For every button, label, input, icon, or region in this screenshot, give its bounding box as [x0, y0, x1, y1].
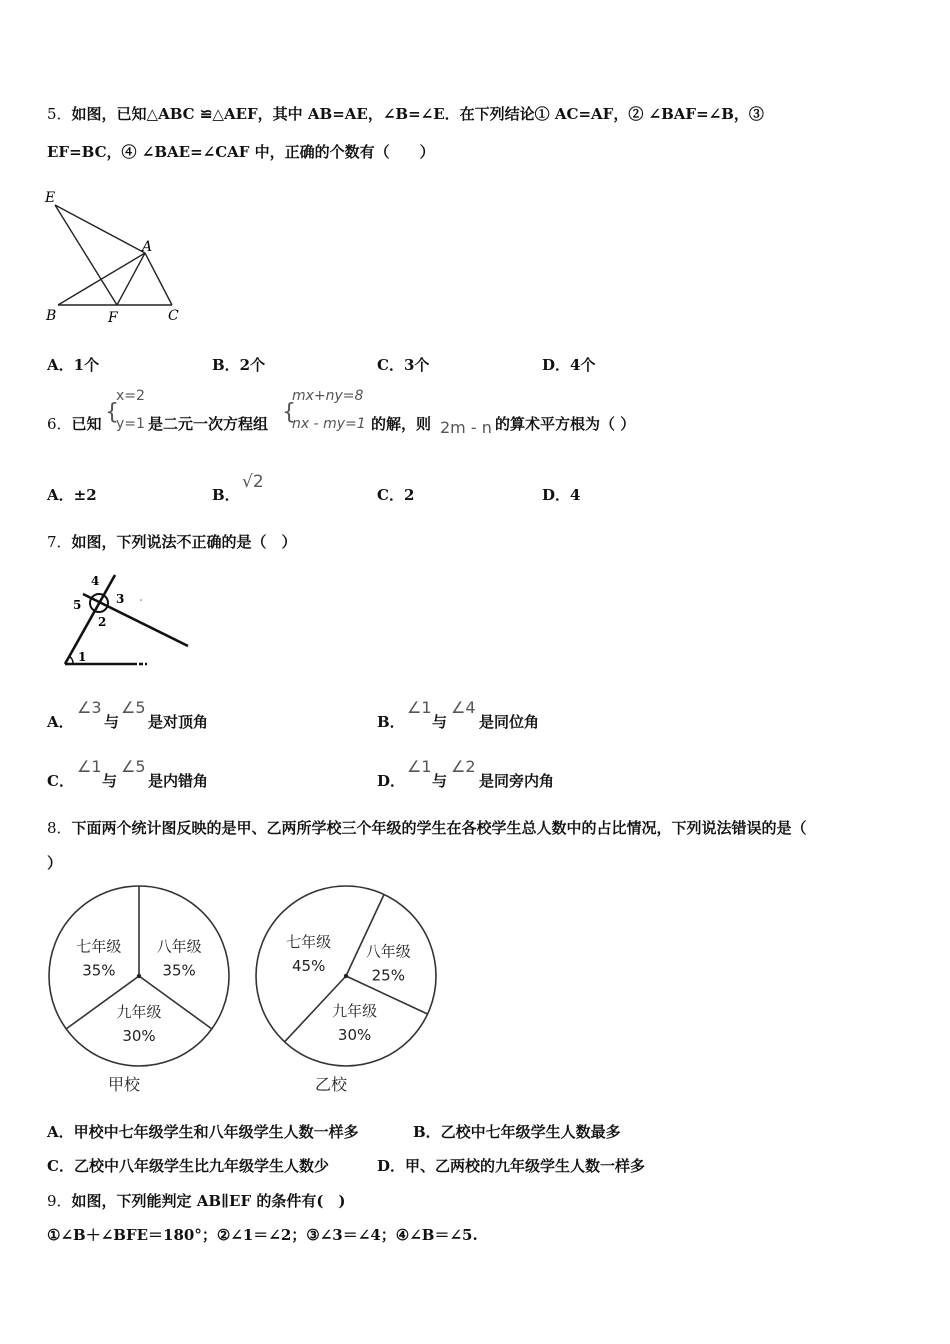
q9-text: 如图，下列能判定 AB∥EF 的条件有( ) — [71, 1192, 346, 1210]
q8-text-line1: 下面两个统计图反映的是甲、乙两所学校三个年级的学生在各校学生总人数中的占比情况，下列说法错误的是（ — [71, 819, 807, 837]
pie-center-jia — [137, 974, 141, 978]
q8-option-a[interactable]: A．甲校中七年级学生和八年级学生人数一样多 — [47, 1123, 359, 1141]
q7-option-d-mid: 与 — [432, 772, 448, 790]
q5-option-d[interactable]: D．4个 — [542, 356, 596, 374]
pie-slice-label-yi: 八年级 — [365, 942, 411, 961]
q6-option-d[interactable]: D．4 — [542, 486, 581, 504]
q6-option-c[interactable]: C．2 — [377, 486, 415, 504]
q7-option-d-tail: 是同旁内角 — [479, 772, 555, 790]
q7-option-b-angle2: ∠4 — [451, 698, 476, 717]
q6-option-b[interactable] — [212, 484, 240, 505]
q5-text-line1: 如图，已知△ABC ≌△AEF，其中 AB=AE，∠B=∠E．在下列结论① AC=AF，② ∠BAF=∠B，③ — [71, 105, 764, 123]
q5-label-E: E — [45, 190, 56, 206]
q7-option-c-mid: 与 — [102, 772, 118, 790]
q7-option-b-angle1: ∠1 — [407, 698, 432, 717]
q6-sys1-top: x=2 — [116, 388, 145, 404]
q6-brace-1: { — [105, 400, 119, 425]
q5-triangle-figure — [40, 185, 200, 330]
q7-option-a-mid: 与 — [104, 713, 120, 731]
q9-number: 9． — [47, 1192, 72, 1210]
q8-line2: ） — [47, 854, 63, 872]
q7-option-a-angle1: ∠3 — [77, 698, 102, 717]
q5-option-b[interactable]: B．2个 — [212, 356, 266, 374]
q5-label-C: C — [168, 308, 179, 324]
q7-label-5: 5 — [73, 598, 82, 612]
pie-slice-label-jia: 八年级 — [156, 937, 202, 956]
q9-conditions: ①∠B＋∠BFE＝180°；②∠1＝∠2；③∠3＝∠4；④∠B＝∠5. — [47, 1226, 478, 1244]
q7-option-b-label: B． — [377, 713, 405, 731]
q7-option-b-mid: 与 — [432, 713, 448, 731]
q7-label-3: 3 — [116, 592, 125, 606]
q6-brace-2: { — [282, 400, 296, 425]
q6-suffix: 的算术平方根为（ ） — [495, 415, 636, 433]
q7-option-c-tail: 是内错角 — [148, 772, 209, 790]
pie-title-yi: 乙校 — [314, 1075, 348, 1094]
q7-label-1: 1 — [78, 650, 87, 664]
q5-option-c[interactable]: C．3个 — [377, 356, 430, 374]
q8-option-b[interactable]: B．乙校中七年级学生人数最多 — [413, 1123, 621, 1141]
pie-slice-value-jia: 30% — [122, 1027, 156, 1045]
q9-line — [47, 1190, 346, 1211]
pie-slice-value-jia: 35% — [82, 961, 116, 980]
q7-text: 如图，下列说法不正确的是（ ） — [71, 533, 297, 551]
q8-line1 — [47, 817, 807, 838]
q7-option-a-angle2: ∠5 — [121, 698, 146, 717]
q5-line1 — [47, 103, 764, 124]
q7-label-4: 4 — [91, 574, 100, 588]
q6-sys2-top: mx+ny=8 — [292, 388, 364, 404]
q6-middle: 是二元一次方程组 — [148, 415, 269, 433]
q7-option-a-tail: 是对顶角 — [148, 713, 209, 731]
q6-prefix: 已知 — [71, 415, 102, 433]
q7-option-d-label: D． — [377, 772, 406, 790]
pie-title-jia: 甲校 — [107, 1075, 141, 1094]
pie-slice-label-jia: 九年级 — [116, 1003, 162, 1021]
q6-sys1-bottom: y=1 — [116, 416, 145, 432]
q8-pie-charts — [40, 884, 450, 1106]
pie-center-yi — [344, 974, 348, 978]
q7-option-c-angle2: ∠5 — [121, 757, 146, 776]
q7-option-a[interactable] — [47, 711, 74, 732]
q6-option-a[interactable]: A．±2 — [47, 486, 97, 504]
pie-slice-label-jia: 七年级 — [76, 937, 122, 956]
q6-line-start — [47, 413, 102, 434]
q6-number: 6． — [47, 415, 72, 433]
q7-label-2: 2 — [98, 615, 107, 629]
q6-expression: 2m - n — [440, 418, 492, 437]
q6-option-b-label: B． — [212, 486, 240, 504]
q7-option-b-tail: 是同位角 — [479, 713, 540, 731]
q8-option-d[interactable]: D．甲、乙两校的九年级学生人数一样多 — [377, 1157, 646, 1175]
q5-line2: EF=BC，④ ∠BAE=∠CAF 中，正确的个数有（ ） — [47, 143, 435, 161]
pie-slice-value-jia: 35% — [162, 961, 196, 980]
q7-lines-figure — [55, 568, 205, 673]
pie-chart-yi — [256, 886, 436, 1094]
q5-label-F: F — [108, 310, 118, 326]
q6-sys2-bottom: nx - my=1 — [292, 416, 366, 432]
q8-number: 8． — [47, 819, 72, 837]
q7-option-c-angle1: ∠1 — [77, 757, 102, 776]
pie-divider-yi — [346, 894, 384, 976]
q5-label-B: B — [46, 308, 57, 324]
q7-option-d-angle2: ∠2 — [451, 757, 476, 776]
q5-option-a[interactable]: A．1个 — [47, 356, 100, 374]
q6-option-b-math: √2 — [242, 472, 264, 492]
q5-number: 5． — [47, 105, 72, 123]
pie-chart-jia — [49, 886, 229, 1094]
q5-label-A: A — [142, 239, 153, 255]
pie-slice-value-yi: 30% — [337, 1026, 372, 1045]
q7-option-d[interactable] — [377, 770, 405, 791]
pie-slice-label-yi: 七年级 — [286, 932, 332, 951]
pie-slice-value-yi: 45% — [292, 956, 326, 975]
q7-option-a-label: A． — [47, 713, 74, 731]
q8-option-c[interactable]: C．乙校中八年级学生比九年级学生人数少 — [47, 1157, 329, 1175]
q7-option-d-angle1: ∠1 — [407, 757, 432, 776]
q7-number: 7． — [47, 533, 72, 551]
q7-option-b[interactable] — [377, 711, 405, 732]
q7-line — [47, 531, 297, 552]
q7-option-c-label: C． — [47, 772, 74, 790]
q6-middle2: 的解，则 — [371, 415, 432, 433]
pie-slice-label-yi: 九年级 — [332, 1002, 378, 1021]
pie-slice-value-yi: 25% — [371, 966, 405, 985]
q7-option-c[interactable] — [47, 770, 74, 791]
